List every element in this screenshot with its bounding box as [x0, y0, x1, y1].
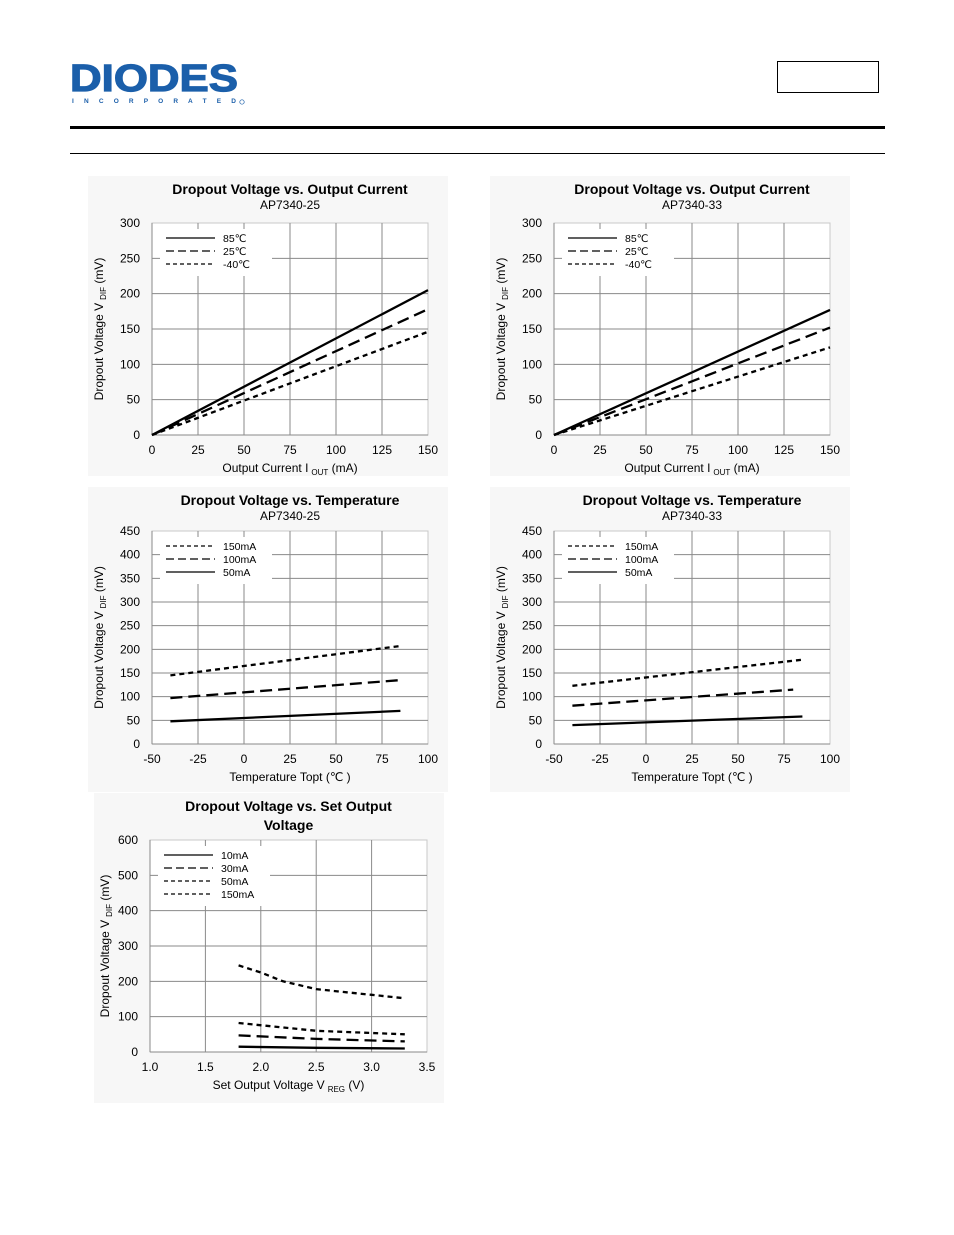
x-tick-label: -25 [189, 752, 207, 766]
y-tick-label: 50 [126, 713, 140, 728]
y-axis-label-subscript: DIF [99, 595, 108, 609]
y-axis-label [98, 875, 114, 1018]
y-tick-label: 150 [521, 322, 542, 336]
y-axis-label-main: Dropout Voltage V [494, 302, 508, 401]
y-axis-label [494, 258, 510, 401]
x-tick-label: 0 [550, 443, 558, 457]
x-axis-label-main: Output Current I [624, 461, 711, 475]
chart-title-line2: Voltage [263, 817, 314, 833]
x-tick-label: -50 [545, 752, 563, 766]
chart-title: Dropout Voltage vs. Set Output [185, 798, 392, 814]
y-tick-label: 0 [535, 428, 542, 442]
y-tick-label: 300 [119, 595, 140, 609]
x-tick-label: -50 [143, 752, 161, 766]
chart-subtitle: AP7340-33 [661, 509, 723, 523]
y-axis-label-subscript: DIF [501, 287, 510, 300]
x-tick-label: 25 [283, 752, 297, 766]
y-axis-label-subscript: DIF [105, 904, 114, 917]
x-tick-label: 150 [417, 443, 439, 457]
y-tick-label: 400 [117, 903, 138, 918]
chart-title: Dropout Voltage vs. Output Current [574, 181, 810, 197]
legend-label: 100mA [223, 554, 257, 566]
x-tick-label: 100 [727, 443, 749, 457]
x-tick-label: 2.5 [307, 1060, 325, 1074]
legend-label: 150mA [625, 541, 659, 553]
diodes-logo [70, 58, 250, 108]
y-axis-label-main: Dropout Voltage V [92, 611, 106, 709]
y-axis-label [92, 258, 108, 401]
x-axis-label [229, 770, 350, 784]
y-tick-label: 500 [117, 868, 138, 883]
x-tick-label: 50 [639, 443, 653, 457]
legend-label: -40℃ [625, 259, 652, 271]
y-tick-label: 200 [119, 642, 140, 657]
legend-label: 50mA [221, 876, 249, 888]
x-tick-label: 75 [283, 443, 297, 457]
y-tick-label: 350 [521, 571, 542, 586]
y-tick-label: 100 [119, 689, 140, 704]
x-tick-label: 1.0 [141, 1060, 159, 1074]
y-axis-label-unit: (mV) [98, 874, 112, 905]
y-tick-label: 300 [119, 216, 140, 230]
chart-dropout-vs-current-ap7340-33 [490, 176, 850, 476]
y-tick-label: 150 [119, 666, 140, 680]
chart-title: Dropout Voltage vs. Output Current [172, 181, 408, 197]
legend-label: 25℃ [223, 246, 247, 258]
x-axis-label-main: Output Current I [222, 461, 309, 475]
y-tick-label: 400 [521, 547, 542, 562]
header-rule-thick [70, 126, 885, 129]
legend-label: 25℃ [625, 246, 649, 258]
y-tick-label: 200 [119, 286, 140, 301]
y-tick-label: 250 [119, 251, 140, 266]
y-tick-label: 50 [126, 392, 140, 407]
x-tick-label: 0 [642, 752, 650, 766]
legend-label: 150mA [223, 541, 257, 553]
legend-label: 100mA [625, 554, 659, 566]
y-tick-label: 50 [528, 713, 542, 728]
legend-label: -40℃ [223, 259, 250, 271]
x-axis-label-main: Temperature Topt (℃ ) [631, 770, 753, 784]
x-axis-label-subscript: OUT [713, 468, 731, 477]
registered-mark-icon [240, 100, 244, 104]
y-tick-label: 150 [521, 666, 542, 680]
y-axis-label-main: Dropout Voltage V [92, 302, 106, 401]
y-axis-label-unit: (mV) [92, 257, 106, 288]
legend-label: 30mA [221, 863, 249, 875]
y-axis-label-subscript: DIF [501, 595, 510, 609]
chart-subtitle: AP7340-33 [661, 198, 723, 212]
legend-label: 85℃ [223, 233, 247, 245]
y-tick-label: 400 [119, 547, 140, 562]
y-axis-label-subscript: DIF [99, 287, 108, 300]
y-tick-label: 200 [521, 642, 542, 657]
x-axis-label-subscript: REG [327, 1085, 346, 1094]
y-axis-label-unit: (mV) [494, 257, 508, 288]
x-axis-label-unit: (mA) [328, 461, 358, 475]
y-tick-label: 600 [117, 833, 138, 847]
chart-title: Dropout Voltage vs. Temperature [180, 492, 400, 508]
x-tick-label: 3.0 [363, 1060, 380, 1074]
y-tick-label: 100 [521, 689, 542, 704]
x-axis-label-unit: (mA) [730, 461, 760, 475]
x-axis-label-unit: (V) [345, 1078, 365, 1092]
x-tick-label: 100 [325, 443, 347, 457]
y-tick-label: 150 [119, 322, 140, 336]
y-axis-label-main: Dropout Voltage V [494, 611, 508, 709]
y-tick-label: 0 [131, 1045, 138, 1059]
y-axis-label-unit: (mV) [92, 566, 106, 596]
x-tick-label: 0 [240, 752, 248, 766]
x-tick-label: 25 [685, 752, 699, 766]
y-tick-label: 250 [521, 618, 542, 633]
x-tick-label: 150 [819, 443, 841, 457]
x-tick-label: 125 [773, 443, 795, 457]
legend-label: 10mA [221, 850, 249, 862]
x-axis-label-main: Set Output Voltage V [212, 1078, 325, 1092]
legend-label: 50mA [223, 567, 251, 579]
y-axis-label [494, 566, 510, 709]
x-axis-label-subscript: OUT [311, 468, 329, 477]
x-tick-label: 50 [731, 752, 745, 766]
chart-dropout-vs-temperature-ap7340-25 [88, 487, 448, 792]
y-tick-label: 0 [535, 737, 542, 751]
legend-box [562, 229, 674, 276]
y-tick-label: 0 [133, 428, 140, 442]
x-axis-label [624, 461, 759, 477]
x-tick-label: -25 [591, 752, 609, 766]
y-axis-label-unit: (mV) [494, 566, 508, 596]
x-tick-label: 100 [819, 752, 841, 766]
y-tick-label: 300 [117, 939, 138, 953]
x-tick-label: 0 [148, 443, 156, 457]
y-tick-label: 200 [117, 974, 138, 989]
x-axis-label [631, 770, 752, 784]
legend-label: 150mA [221, 889, 255, 901]
y-tick-label: 250 [119, 618, 140, 633]
x-axis-label [222, 461, 357, 477]
chart-dropout-vs-set-output-voltage [94, 793, 444, 1103]
x-tick-label: 50 [329, 752, 343, 766]
logo-text: DIODES [70, 58, 238, 100]
x-tick-label: 50 [237, 443, 251, 457]
chart-subtitle: AP7340-25 [259, 198, 321, 212]
x-tick-label: 2.0 [252, 1060, 270, 1074]
y-axis-label-main: Dropout Voltage V [98, 919, 112, 1018]
y-tick-label: 0 [133, 737, 140, 751]
legend-box [160, 229, 272, 276]
x-tick-label: 75 [375, 752, 389, 766]
x-axis-label-main: Temperature Topt (℃ ) [229, 770, 351, 784]
x-tick-label: 25 [191, 443, 205, 457]
x-tick-label: 100 [417, 752, 439, 766]
y-tick-label: 250 [521, 251, 542, 266]
legend-label: 50mA [625, 567, 653, 579]
y-tick-label: 350 [119, 571, 140, 586]
x-tick-label: 125 [371, 443, 393, 457]
chart-subtitle: AP7340-25 [259, 509, 321, 523]
chart-dropout-vs-temperature-ap7340-33 [490, 487, 850, 792]
part-number-box [777, 61, 879, 93]
y-tick-label: 300 [521, 595, 542, 609]
chart-dropout-vs-current-ap7340-25 [88, 176, 448, 476]
x-tick-label: 25 [593, 443, 607, 457]
x-tick-label: 1.5 [197, 1060, 214, 1074]
y-tick-label: 300 [521, 216, 542, 230]
chart-title: Dropout Voltage vs. Temperature [582, 492, 802, 508]
y-axis-label [92, 566, 108, 709]
x-tick-label: 75 [777, 752, 791, 766]
header-rule-thin [70, 153, 885, 154]
x-tick-label: 75 [685, 443, 699, 457]
legend-label: 85℃ [625, 233, 649, 245]
y-tick-label: 450 [119, 524, 140, 538]
y-tick-label: 100 [119, 357, 140, 372]
y-tick-label: 50 [528, 392, 542, 407]
y-tick-label: 450 [521, 524, 542, 538]
logo-tagline: I N C O R P O R A T E D [72, 98, 236, 105]
y-tick-label: 200 [521, 286, 542, 301]
y-tick-label: 100 [117, 1009, 138, 1024]
y-tick-label: 100 [521, 357, 542, 372]
x-tick-label: 3.5 [418, 1060, 436, 1074]
